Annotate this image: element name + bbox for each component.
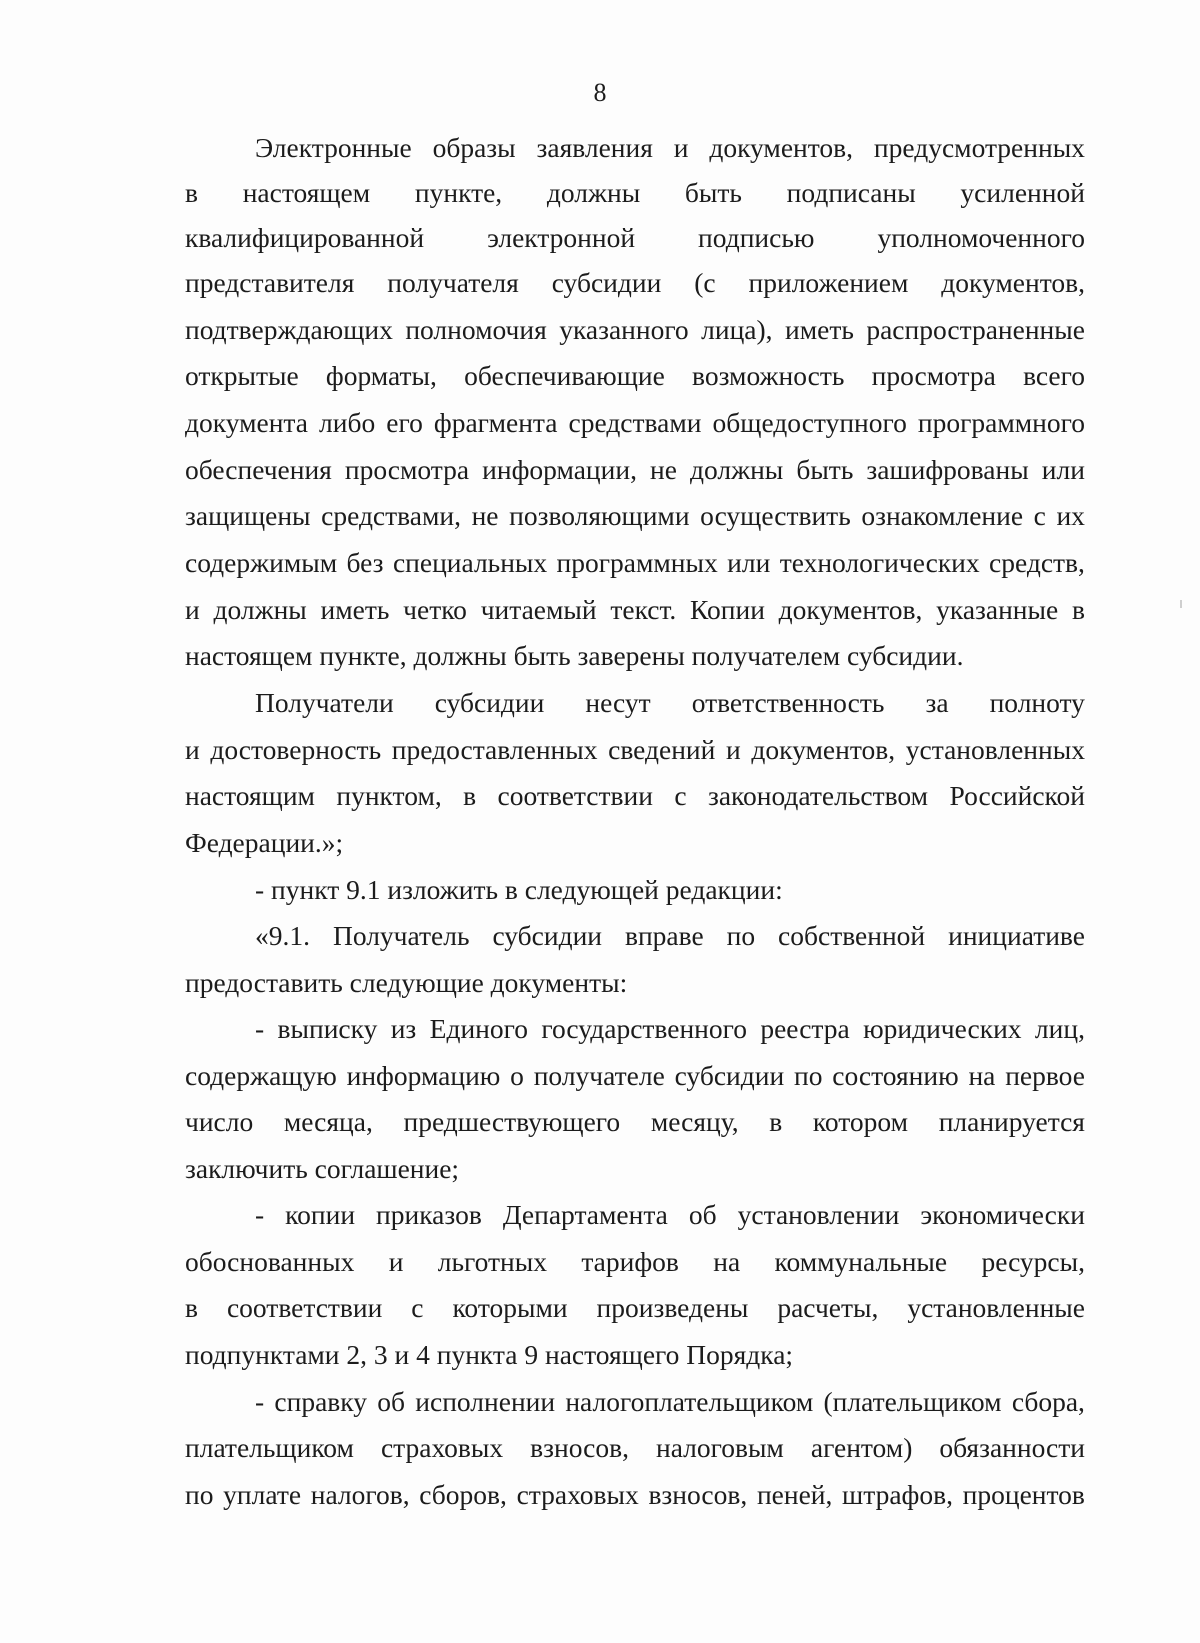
text-line: [185, 1290, 1085, 1326]
word: квалифицированной: [185, 222, 425, 253]
word: просмотра: [871, 360, 996, 391]
word: с: [1033, 500, 1046, 531]
word: взносов,: [530, 1432, 629, 1463]
text-line: - пункт 9.1 изложить в следующей редакции:: [255, 874, 783, 905]
text-line: [185, 265, 1085, 301]
word: сведений: [608, 734, 716, 765]
word: законодательством: [707, 780, 929, 811]
word: Электронные: [255, 132, 412, 163]
word: настоящим: [185, 780, 315, 811]
text-line: [255, 1384, 1085, 1420]
word: документов,: [751, 734, 896, 765]
word: электронной: [487, 222, 636, 253]
word: их: [1056, 500, 1085, 531]
word: зашифрованы: [866, 454, 1029, 485]
text-line: [185, 452, 1085, 488]
text-line: [185, 592, 1085, 628]
word: инициативе: [948, 920, 1085, 951]
word: содержимым: [185, 547, 338, 578]
word: Российской: [949, 780, 1085, 811]
word: субсидии: [674, 1060, 785, 1091]
word: представителя: [185, 267, 355, 298]
text-line: [185, 1058, 1085, 1094]
text-line: [255, 685, 1085, 721]
word: выписку: [277, 1013, 378, 1044]
word: с: [411, 1292, 424, 1323]
word: пеней,: [756, 1479, 833, 1510]
word: должны: [689, 454, 784, 485]
text-line: [255, 130, 1085, 166]
word: иметь: [320, 594, 390, 625]
word: указанного: [559, 314, 689, 345]
word: лиц,: [1034, 1013, 1085, 1044]
word: обязанности: [939, 1432, 1085, 1463]
word: уплате: [223, 1479, 302, 1510]
word: подтверждающих: [185, 314, 393, 345]
word: приложением: [748, 267, 909, 298]
word: процентов: [962, 1479, 1085, 1510]
word: произведены: [596, 1292, 749, 1323]
word: вправе: [624, 920, 704, 951]
word: с: [674, 780, 687, 811]
word: информации,: [482, 454, 637, 485]
word: в: [1071, 594, 1085, 625]
word: (с: [694, 267, 716, 298]
text-line: [185, 778, 1085, 814]
word: число: [185, 1106, 254, 1137]
text-line: [185, 1244, 1085, 1280]
word: без: [346, 547, 384, 578]
text-line: [185, 175, 1085, 211]
word: документов,: [778, 594, 923, 625]
word: должны: [213, 594, 307, 625]
word: обеспечения: [185, 454, 332, 485]
word: не: [650, 454, 677, 485]
word: установлении: [737, 1199, 900, 1230]
word: по: [793, 1060, 823, 1091]
word: из: [390, 1013, 417, 1044]
word: в: [185, 1292, 198, 1323]
word: планируется: [938, 1106, 1085, 1137]
word: не: [471, 500, 499, 531]
word: в: [769, 1106, 783, 1137]
word: возможность: [692, 360, 845, 391]
word: экономически: [920, 1199, 1085, 1230]
word: указанные: [936, 594, 1059, 625]
word: обеспечивающие: [464, 360, 665, 391]
word: в: [185, 177, 198, 208]
word: (плательщиком: [823, 1386, 1002, 1417]
text-line: Федерации.»;: [185, 827, 344, 858]
word: фрагмента: [433, 407, 558, 438]
word: документа: [185, 407, 308, 438]
word: соответствии: [497, 780, 653, 811]
text-line: [185, 220, 1085, 256]
word: содержащую: [185, 1060, 337, 1091]
word: пунктом,: [336, 780, 442, 811]
text-line: [185, 732, 1085, 768]
word: защищены: [185, 500, 311, 531]
text-line: заключить соглашение;: [185, 1153, 460, 1184]
word: ознакомление: [861, 500, 1024, 531]
word: -: [255, 1013, 265, 1044]
word: Получатель: [332, 920, 470, 951]
text-line: [185, 545, 1085, 581]
word: или: [727, 547, 771, 578]
word: котором: [812, 1106, 909, 1137]
word: получателе: [533, 1060, 665, 1091]
scan-mark: [1180, 600, 1182, 608]
word: уполномоченного: [877, 222, 1085, 253]
word: предоставленных: [391, 734, 598, 765]
word: подписаны: [786, 177, 916, 208]
word: по: [726, 920, 756, 951]
word: установленные: [907, 1292, 1085, 1323]
word: соответствии: [226, 1292, 383, 1323]
word: быть: [796, 454, 854, 485]
word: и: [388, 1246, 404, 1277]
word: документов,: [941, 267, 1085, 298]
word: копии: [285, 1199, 356, 1230]
word: первое: [1005, 1060, 1085, 1091]
text-line: [185, 1430, 1085, 1466]
word: осуществить: [700, 500, 851, 531]
word: установленных: [905, 734, 1085, 765]
word: ответственность: [691, 687, 885, 718]
text-line: [255, 918, 1085, 954]
word: на: [713, 1246, 741, 1277]
word: тарифов: [581, 1246, 679, 1277]
text-line: [255, 1011, 1085, 1047]
word: всего: [1023, 360, 1085, 391]
word: средств,: [989, 547, 1085, 578]
word: государственного: [541, 1013, 747, 1044]
word: специальных: [392, 547, 548, 578]
word: либо: [319, 407, 376, 438]
word: об: [688, 1199, 717, 1230]
word: несут: [585, 687, 651, 718]
word: сборов,: [419, 1479, 507, 1510]
word: должны: [546, 177, 641, 208]
word: -: [255, 1386, 265, 1417]
word: по: [185, 1479, 214, 1510]
word: налоговым: [655, 1432, 784, 1463]
word: лица),: [701, 314, 773, 345]
word: которыми: [452, 1292, 568, 1323]
word: сбора,: [1011, 1386, 1085, 1417]
word: Копии: [690, 594, 765, 625]
word: позволяющими: [509, 500, 690, 531]
word: субсидии: [434, 687, 545, 718]
word: документов,: [709, 132, 854, 163]
word: быть: [684, 177, 742, 208]
text-line: предоставить следующие документы:: [185, 967, 628, 998]
word: агентом): [810, 1432, 913, 1463]
word: средствами: [568, 407, 702, 438]
text-line: [185, 312, 1085, 348]
word: ресурсы,: [981, 1246, 1085, 1277]
word: в: [463, 780, 477, 811]
word: настоящем: [242, 177, 371, 208]
word: достоверность: [210, 734, 382, 765]
word: пункте,: [414, 177, 503, 208]
word: подписью: [698, 222, 815, 253]
word: льготных: [437, 1246, 547, 1277]
word: взносов,: [648, 1479, 748, 1510]
word: коммунальные: [774, 1246, 948, 1277]
word: информацию: [346, 1060, 501, 1091]
text-line: [255, 1197, 1085, 1233]
word: обоснованных: [185, 1246, 355, 1277]
word: Департамента: [502, 1199, 668, 1230]
word: о: [510, 1060, 524, 1091]
word: состоянию: [832, 1060, 959, 1091]
text-line: [185, 405, 1085, 441]
word: текст.: [610, 594, 677, 625]
word: и: [185, 734, 200, 765]
word: усиленной: [960, 177, 1085, 208]
word: полномочия: [405, 314, 547, 345]
word: страховых: [516, 1479, 639, 1510]
word: программного: [917, 407, 1085, 438]
word: общедоступного: [712, 407, 907, 438]
word: образы: [432, 132, 516, 163]
word: и: [673, 132, 689, 163]
word: открытые: [185, 360, 299, 391]
word: на: [968, 1060, 996, 1091]
word: форматы,: [325, 360, 437, 391]
word: распространенные: [866, 314, 1085, 345]
word: программных: [556, 547, 718, 578]
word: технологических: [779, 547, 980, 578]
word: за: [925, 687, 949, 718]
text-line: [185, 1477, 1085, 1513]
word: юридических: [863, 1013, 1022, 1044]
word: получателя: [387, 267, 519, 298]
word: четко: [403, 594, 467, 625]
text-line: настоящем пункте, должны быть заверены получателем субсидии.: [185, 640, 964, 671]
word: штрафов,: [842, 1479, 953, 1510]
word: средствами,: [321, 500, 461, 531]
word: собственной: [778, 920, 926, 951]
word: предшествующего: [403, 1106, 621, 1137]
word: заявления: [536, 132, 653, 163]
text-line: [185, 1104, 1085, 1140]
text-line: [185, 498, 1085, 534]
word: субсидии: [551, 267, 662, 298]
text-line: подпунктами 2, 3 и 4 пункта 9 настоящего Порядка;: [185, 1339, 794, 1370]
word: приказов: [376, 1199, 482, 1230]
word: «9.1.: [255, 920, 310, 951]
word: налогоплательщиком: [565, 1386, 814, 1417]
word: плательщиком: [185, 1432, 354, 1463]
word: полноту: [989, 687, 1085, 718]
word: Получатели: [255, 687, 394, 718]
word: субсидии: [492, 920, 603, 951]
word: его: [386, 407, 423, 438]
word: и: [726, 734, 741, 765]
word: налогов,: [310, 1479, 410, 1510]
page-number: 8: [593, 78, 607, 107]
word: читаемый: [480, 594, 597, 625]
word: реестра: [760, 1013, 850, 1044]
word: месяцу,: [650, 1106, 739, 1137]
word: месяца,: [283, 1106, 373, 1137]
word: -: [255, 1199, 265, 1230]
text-line: [185, 358, 1085, 394]
word: просмотра: [344, 454, 470, 485]
word: или: [1041, 454, 1085, 485]
word: Единого: [429, 1013, 528, 1044]
word: справку: [274, 1386, 368, 1417]
word: расчеты,: [777, 1292, 879, 1323]
word: предусмотренных: [873, 132, 1085, 163]
word: и: [185, 594, 200, 625]
word: об: [377, 1386, 406, 1417]
word: иметь: [785, 314, 854, 345]
word: страховых: [380, 1432, 504, 1463]
word: исполнении: [415, 1386, 556, 1417]
